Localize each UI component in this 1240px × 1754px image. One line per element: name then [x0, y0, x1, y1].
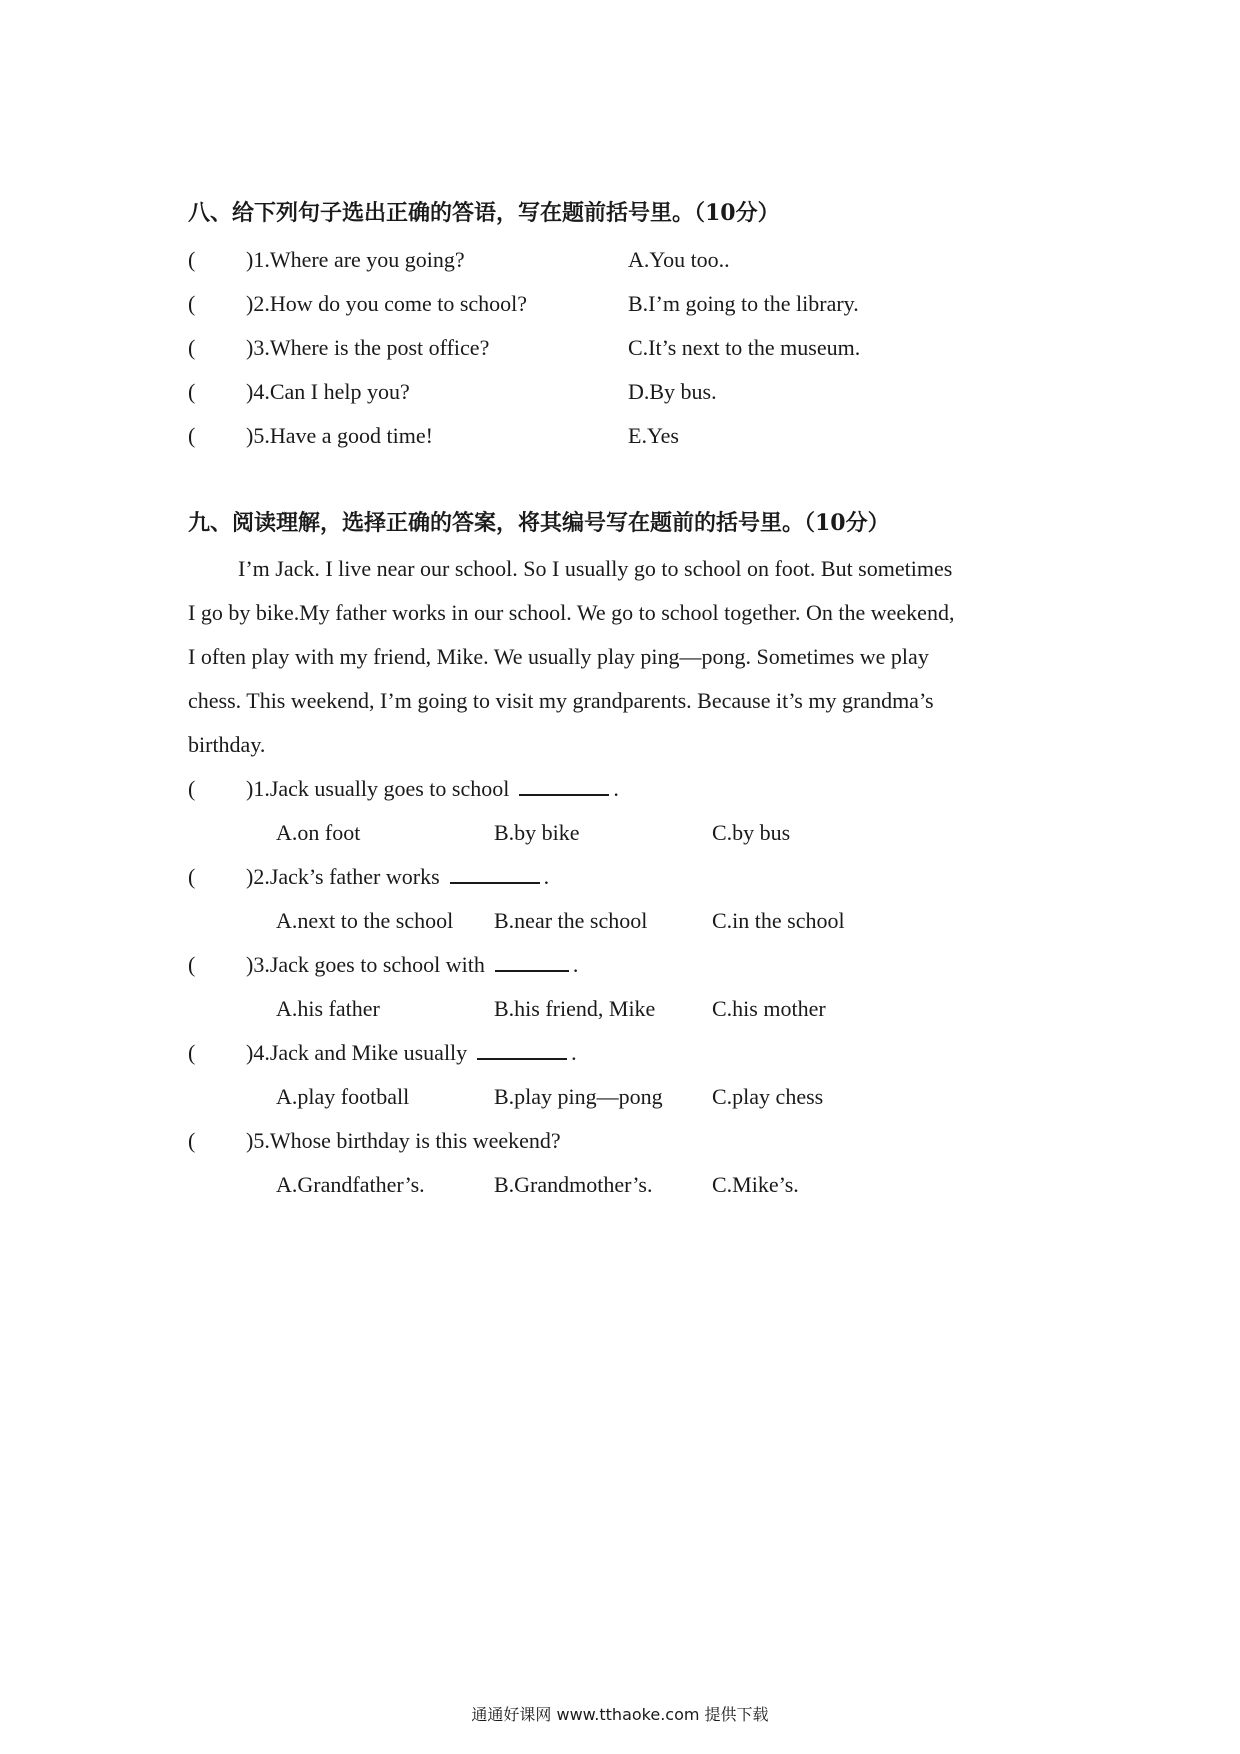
option-b: B.Grandmother’s. [494, 1172, 653, 1197]
matching-answer: C.It’s next to the museum. [628, 335, 861, 360]
option-b: B.near the school [494, 908, 648, 933]
option-b: B.his friend, Mike [494, 996, 656, 1021]
option-a: A.Grandfather’s. [276, 1172, 425, 1197]
matching-answer: E.Yes [628, 423, 679, 448]
answer-blank [519, 776, 609, 796]
paren-open: ( [188, 423, 196, 448]
paren-open: ( [188, 952, 196, 977]
matching-question: )5.Have a good time! [246, 423, 433, 448]
option-c: C.Mike’s. [712, 1172, 799, 1197]
matching-answer: B.I’m going to the library. [628, 291, 859, 316]
option-b: B.play ping—pong [494, 1084, 663, 1109]
answer-blank [450, 864, 540, 884]
question-row [246, 863, 549, 891]
question-end: . [613, 776, 619, 801]
question-text: )3.Jack goes to school with [246, 952, 485, 977]
question-end: . [571, 1040, 577, 1065]
option-a: A.on foot [276, 820, 361, 845]
question-end: . [543, 864, 550, 889]
question-row [246, 1039, 577, 1067]
option-b: B.by bike [494, 820, 580, 845]
matching-answer: A.You too.. [628, 247, 730, 272]
matching-question: )4.Can I help you? [246, 379, 410, 404]
option-a: A.his father [276, 996, 380, 1021]
paren-open: ( [188, 291, 196, 316]
question-text: )2.Jack’s father works [246, 864, 440, 889]
question-row [246, 951, 578, 979]
paren-open: ( [188, 1040, 196, 1065]
question-end: . [572, 952, 579, 977]
paren-open: ( [188, 1128, 196, 1153]
question-text: )4.Jack and Mike usually [246, 1040, 468, 1065]
question-text: )5.Whose birthday is this weekend? [246, 1128, 561, 1153]
option-c: C.play chess [712, 1084, 824, 1109]
paren-open: ( [188, 776, 196, 801]
passage-line: I’m Jack. I live near our school. So I usually go to school on foot. But sometimes [238, 556, 953, 581]
paren-open: ( [188, 379, 196, 404]
question-row [246, 775, 619, 803]
question-text: )1.Jack usually goes to school [246, 776, 510, 801]
passage-line: birthday. [188, 732, 266, 757]
paren-open: ( [188, 864, 196, 889]
option-c: C.by bus [712, 820, 791, 845]
matching-question: )3.Where is the post office? [246, 335, 490, 360]
passage-line: I often play with my friend, Mike. We usually play ping—pong. Sometimes we play [188, 644, 929, 669]
passage-line: chess. This weekend, I’m going to visit my grandparents. Because it’s my grandma’s [188, 688, 934, 713]
answer-blank [477, 1040, 567, 1060]
page-footer: 通通好课网 www.tthaoke.com 提供下载 [471, 1705, 769, 1724]
section-8-heading: 八、给下列句子选出正确的答语，写在题前括号里。（10分） [188, 200, 780, 226]
option-c: C.in the school [712, 908, 845, 933]
option-a: A.next to the school [276, 908, 454, 933]
option-a: A.play football [276, 1084, 410, 1109]
option-c: C.his mother [712, 996, 826, 1021]
section-9-heading: 九、阅读理解，选择正确的答案，将其编号写在题前的括号里。（10分） [188, 510, 890, 536]
matching-question: )1.Where are you going? [246, 247, 465, 272]
matching-question: )2.How do you come to school? [246, 291, 528, 316]
paren-open: ( [188, 335, 196, 360]
passage-line: I go by bike.My father works in our school. We go to school together. On the weekend, [188, 600, 955, 625]
answer-blank [495, 952, 569, 972]
matching-answer: D.By bus. [628, 379, 717, 404]
paren-open: ( [188, 247, 196, 272]
